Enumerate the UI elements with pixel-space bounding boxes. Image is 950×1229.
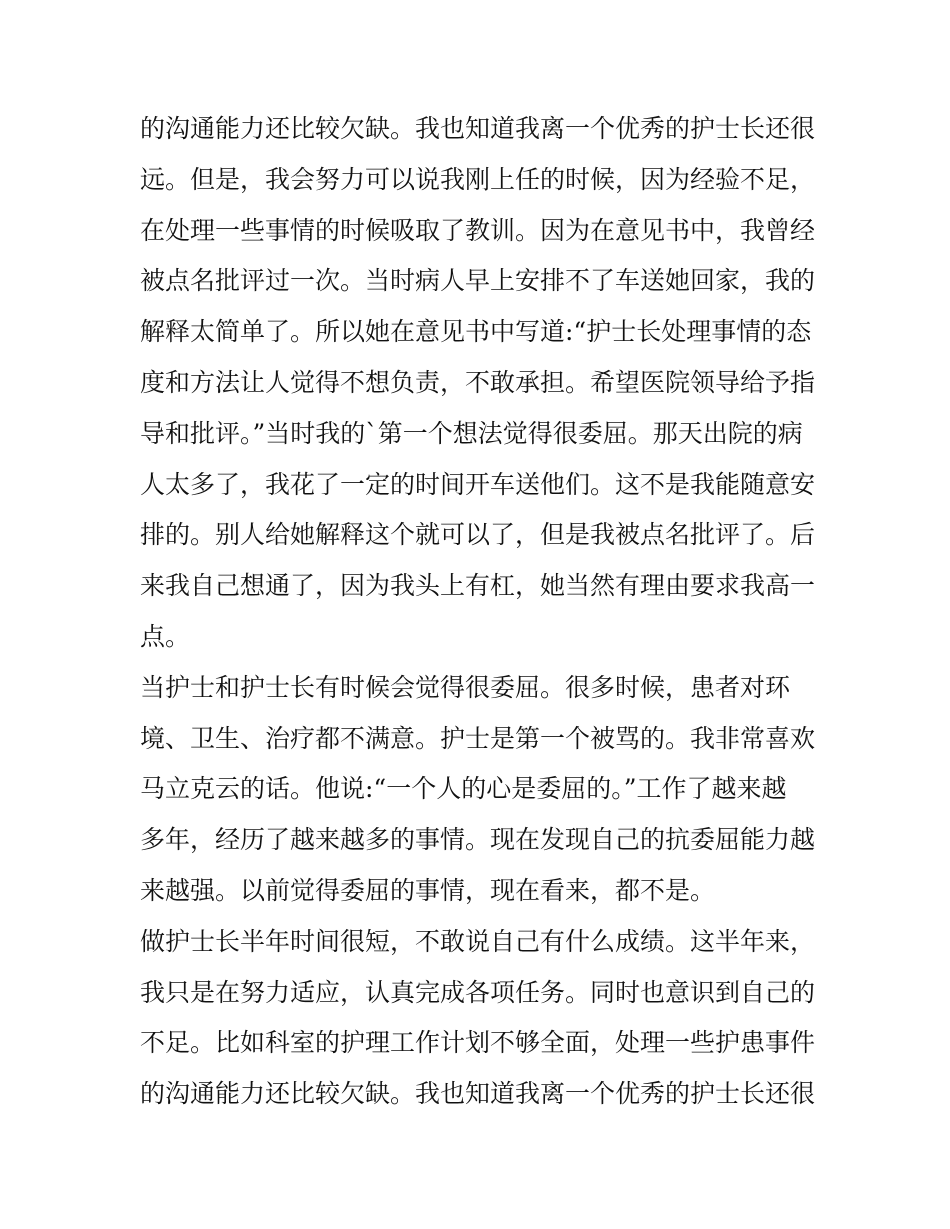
text-line-19: 不足。比如科室的护理工作计划不够全面，处理一些护患事件 bbox=[140, 1028, 816, 1058]
text-line-4: 被点名批评过一次。当时病人早上安排不了车送她回家，我的 bbox=[140, 266, 816, 296]
text-line-18: 我只是在努力适应，认真完成各项任务。同时也意识到自己的 bbox=[140, 977, 816, 1007]
text-line-2: 远。但是，我会努力可以说我刚上任的时候，因为经验不足， bbox=[140, 164, 816, 194]
text-line-10: 来我自己想通了，因为我头上有杠，她当然有理由要求我高一 bbox=[140, 571, 816, 601]
text-line-8: 人太多了，我花了一定的时间开车送他们。这不是我能随意安 bbox=[140, 469, 816, 499]
text-line-16: 来越强。以前觉得委屈的事情，现在看来，都不是。 bbox=[140, 875, 716, 905]
body-text bbox=[140, 104, 820, 1120]
text-line-3: 在处理一些事情的时候吸取了教训。因为在意见书中，我曾经 bbox=[140, 215, 816, 245]
text-line-13: 境、卫生、治疗都不满意。护士是第一个被骂的。我非常喜欢 bbox=[140, 723, 816, 753]
text-line-11: 点。 bbox=[140, 621, 191, 651]
text-line-14: 马立克云的话。他说:“一个人的心是委屈的。”工作了越来越 bbox=[140, 774, 787, 804]
text-line-15: 多年，经历了越来越多的事情。现在发现自己的抗委屈能力越 bbox=[140, 825, 816, 855]
text-line-6: 度和方法让人觉得不想负责，不敢承担。希望医院领导给予指 bbox=[140, 367, 816, 397]
text-line-7: 导和批评。”当时我的`第一个想法觉得很委屈。那天出院的病 bbox=[140, 418, 803, 448]
text-line-5: 解释太简单了。所以她在意见书中写道:“护士长处理事情的态 bbox=[140, 317, 812, 347]
text-line-9: 排的。别人给她解释这个就可以了，但是我被点名批评了。后 bbox=[140, 520, 816, 550]
text-line-1: 的沟通能力还比较欠缺。我也知道我离一个优秀的护士长还很 bbox=[140, 114, 816, 143]
text-line-17: 做护士长半年时间很短，不敢说自己有什么成绩。这半年来， bbox=[140, 926, 816, 956]
text-line-12: 当护士和护士长有时候会觉得很委屈。很多时候，患者对环 bbox=[140, 672, 791, 702]
text-line-20: 的沟通能力还比较欠缺。我也知道我离一个优秀的护士长还很 bbox=[140, 1079, 816, 1109]
